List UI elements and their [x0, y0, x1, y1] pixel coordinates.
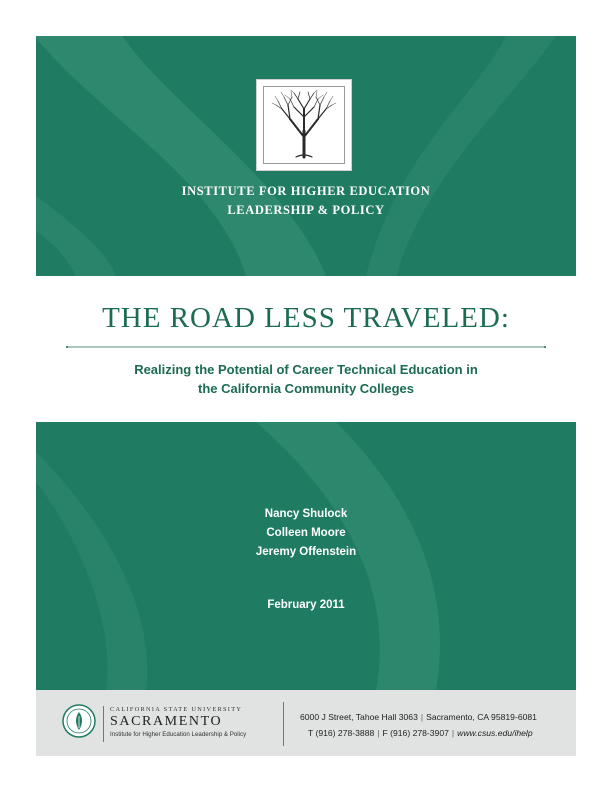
publication-date: February 2011 [267, 599, 345, 611]
institute-logo [256, 79, 352, 171]
fax-number: F (916) 278-3907 [382, 728, 449, 738]
author-name: Jeremy Offenstein [255, 546, 357, 558]
separator: | [420, 712, 424, 722]
university-seal-icon [62, 704, 96, 738]
title-band [36, 276, 576, 422]
footer-address [300, 712, 537, 722]
title-divider [66, 346, 546, 348]
footer-divider [103, 706, 104, 742]
phone-number: T (916) 278-3888 [308, 728, 375, 738]
institute-footer-name: Institute for Higher Education Leadership & Policy [110, 731, 247, 738]
cover-top-panel [36, 36, 576, 276]
author-name: Nancy Shulock [264, 508, 348, 520]
tree-icon [264, 87, 344, 163]
cover-bottom-panel [36, 422, 576, 690]
footer [36, 690, 576, 756]
footer-contact [308, 728, 533, 738]
institute-name-line1: INSTITUTE FOR HIGHER EDUCATION [181, 184, 431, 198]
report-cover [36, 36, 576, 756]
footer-divider [283, 702, 284, 746]
university-system-name: CALIFORNIA STATE UNIVERSITY [110, 706, 243, 713]
report-subtitle-line1: Realizing the Potential of Career Technical Education in [134, 362, 478, 377]
separator: | [377, 728, 380, 738]
city-address: Sacramento, CA 95819-6081 [426, 712, 537, 722]
website-link[interactable]: www.csus.edu/ihelp [457, 728, 533, 738]
report-subtitle-line2: the California Community Colleges [198, 381, 414, 396]
street-address: 6000 J Street, Tahoe Hall 3063 [300, 712, 418, 722]
logo-frame [263, 86, 345, 164]
report-title: THE ROAD LESS TRAVELED: [102, 302, 510, 334]
separator: | [451, 728, 455, 738]
university-name: SACRAMENTO [110, 714, 223, 729]
institute-name-line2: LEADERSHIP & POLICY [227, 203, 385, 217]
author-name: Colleen Moore [266, 527, 346, 539]
